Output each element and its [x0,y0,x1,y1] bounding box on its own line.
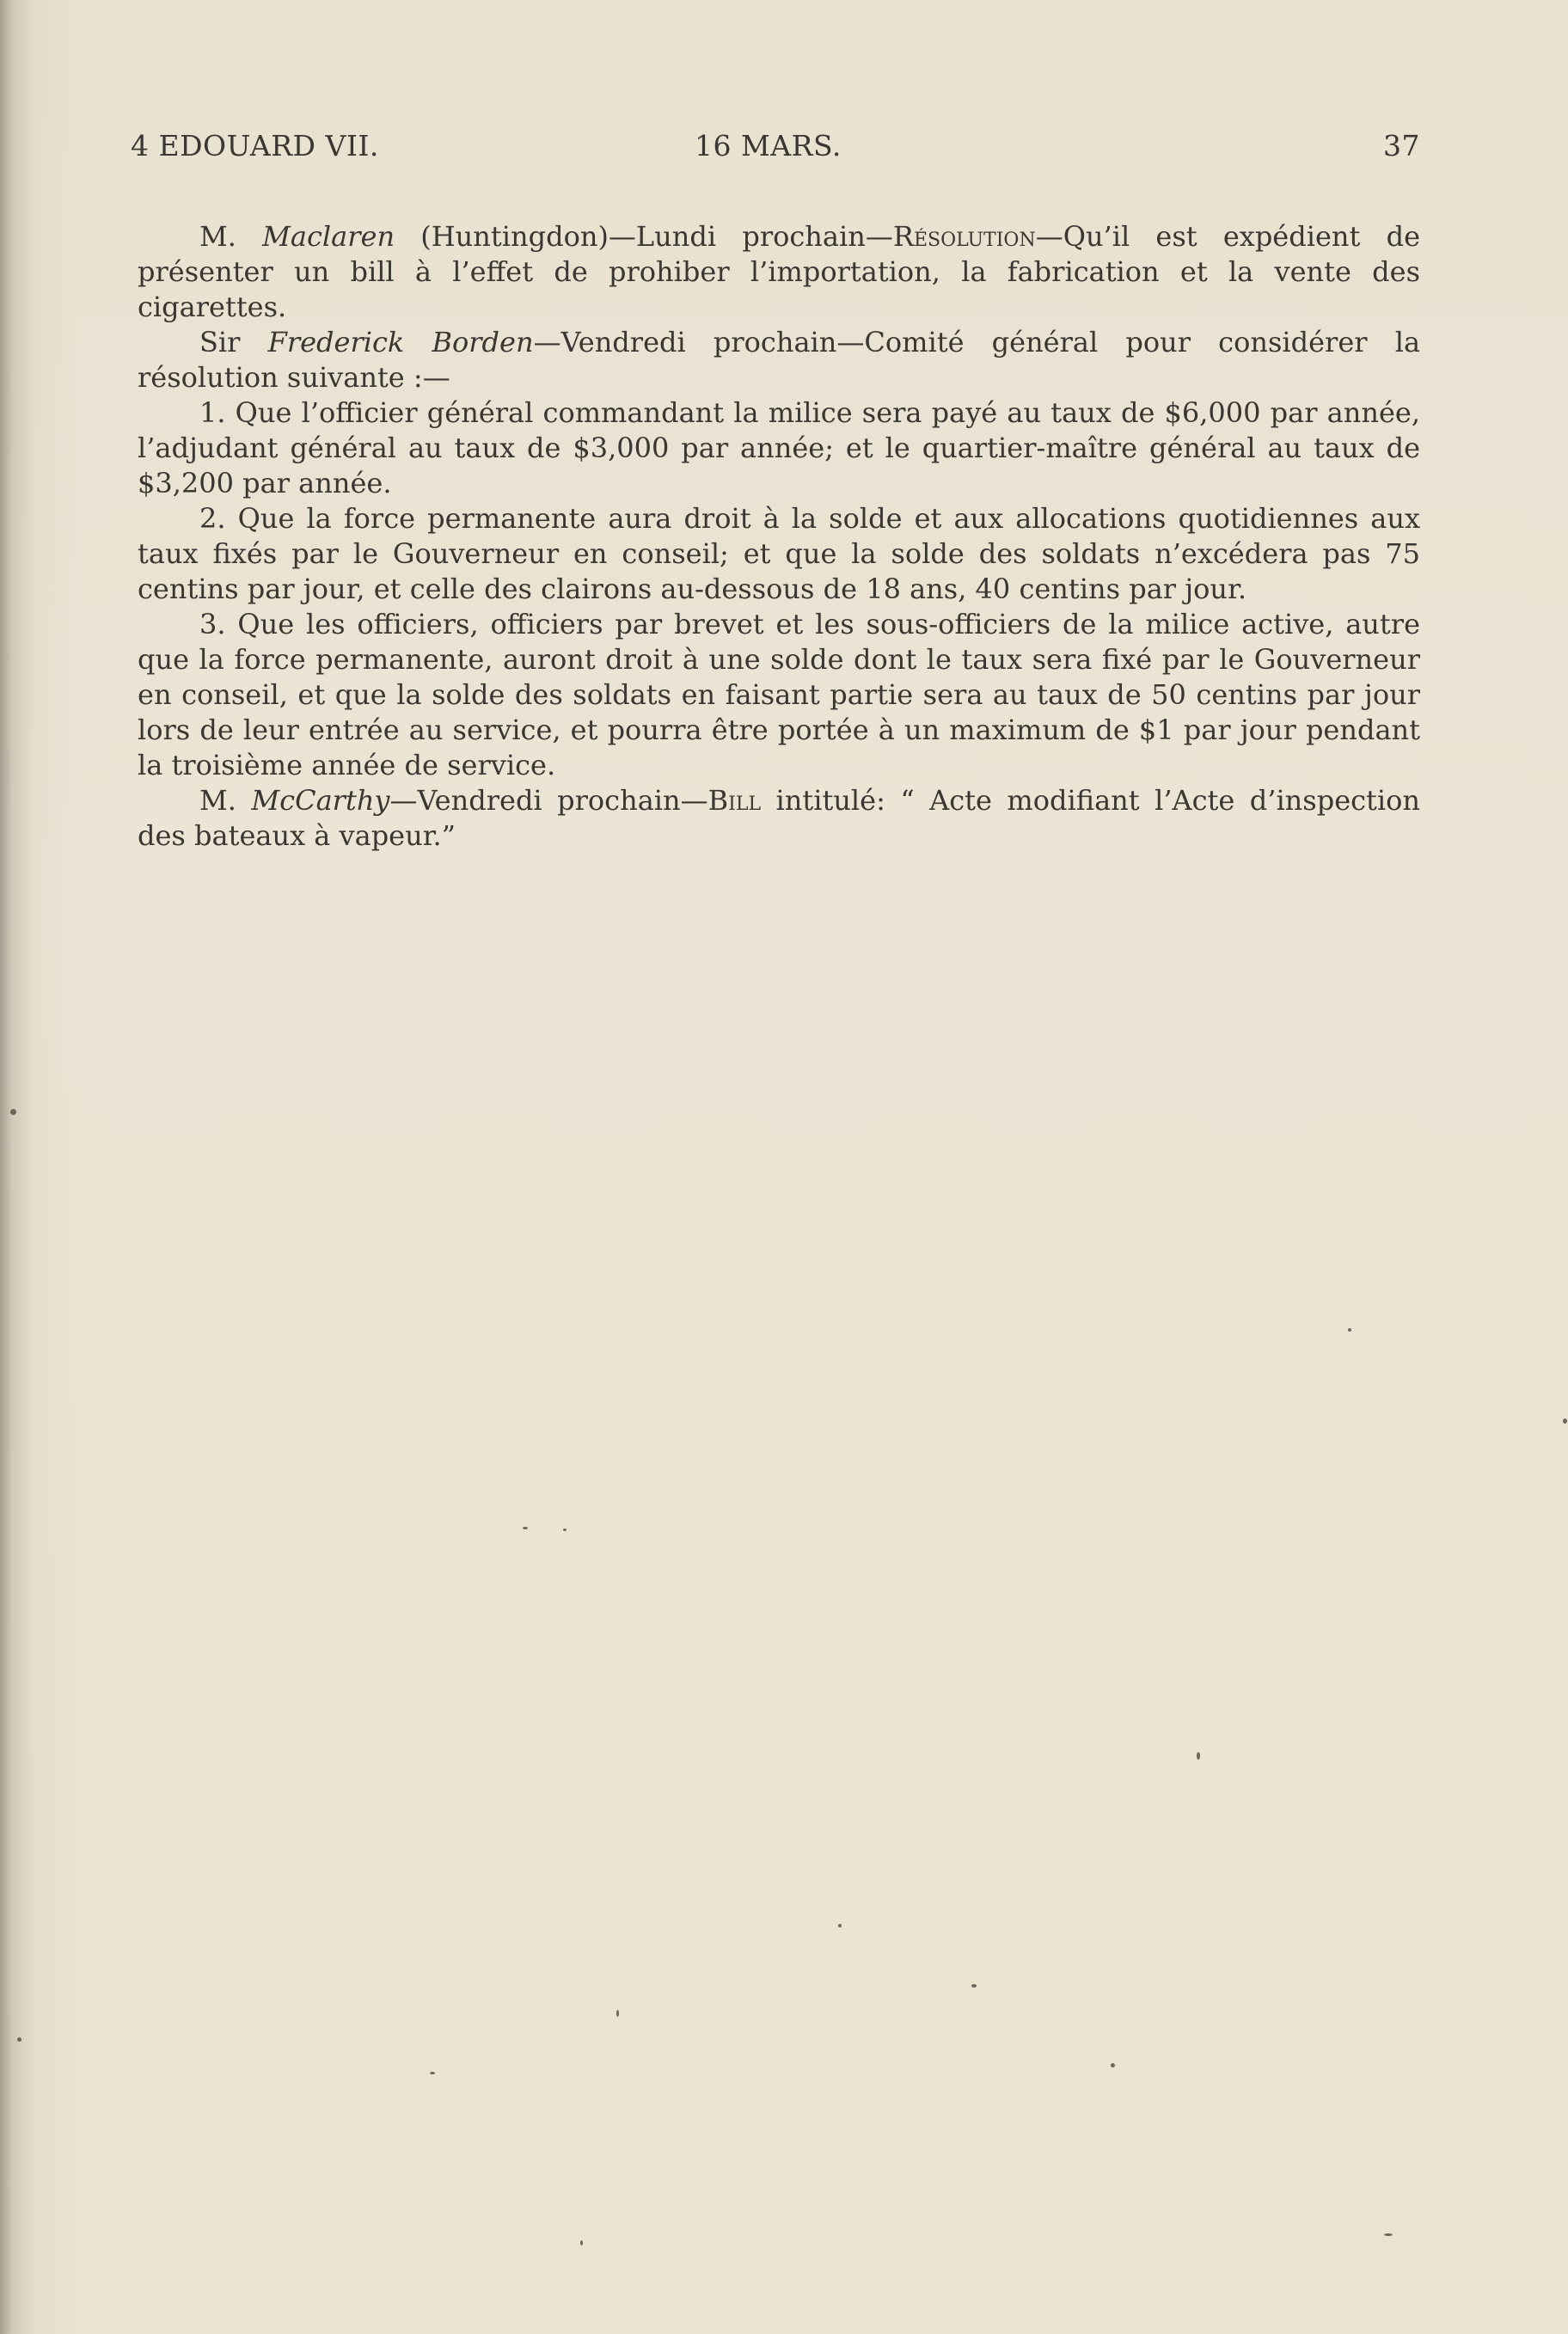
entry-text: intitulé: “ Acte modifiant l’Acte d’inspection des bateaux à vapeur.” [138,784,1421,852]
paper-speck [563,1528,567,1531]
journal-entries [138,219,1420,854]
paper-speck [838,1924,842,1927]
paper-speck [1111,2063,1115,2068]
paper-speck [580,2240,583,2245]
paper-speck [17,2037,21,2042]
entry-text: —Vendredi prochain—Comité général pour considérer la résolution suivante :— [138,326,1421,394]
entry-text: (Huntingdon)—Lundi prochain— [395,220,893,253]
paper-speck [971,1984,977,1988]
paper-speck [10,1109,16,1115]
entry-keyword: Bill [707,784,762,817]
entry-text: —Qu’il est expédient de présenter un bill à l’effet de prohiber l’importation, la fabrication et la vente des cigarettes. [138,220,1421,323]
running-head [131,129,1420,172]
entry-keyword: Résolution [892,220,1036,253]
resolution-item: 3. Que les officiers, officiers par brevet et les sous-officiers de la milice active, autre que la force permanente, auront droit à une solde dont le taux sera fixé par le Gouverneur en conseil, et que la solde des soldats en faisant partie sera au taux de 50 centins par jour lors de leur entrée au service, et pourra être portée à un maximum de $1 par jour pendant la troisième année de service. [138,608,1420,781]
paper-speck [1563,1418,1567,1424]
paper-speck [1348,1328,1351,1332]
regnal-year: 4 EDOUARD VII. [131,129,379,162]
paper-speck [430,2072,435,2074]
paper-speck [523,1527,528,1529]
entry-borden [138,325,1420,395]
page-date: 16 MARS. [695,129,842,162]
page-number: 37 [1383,129,1420,162]
speaker-name: McCarthy [251,784,390,817]
resolution-item: 2. Que la force permanente aura droit à la solde et aux allocations quotidiennes aux taux fixés par le Gouverneur en conseil; et que la solde des soldats n’excédera pas 75 centins par jour, et celle des clairons au-dessous de 18 ans, 40 centins par jour. [138,502,1420,605]
entry-maclaren [138,219,1420,325]
speaker-title: Sir [199,326,241,358]
entry-text: —Vendredi prochain— [389,784,708,817]
paper-speck [1384,2233,1393,2236]
resolution-item: 1. Que l’officier général commandant la milice sera payé au taux de $6,000 par année, l’adjudant général au taux de $3,000 par année; et le quartier-maître général au taux de $3,200 par année. [138,396,1420,499]
speaker-title: M. [199,784,236,817]
entry-mccarthy [138,783,1420,854]
paper-speck [1197,1752,1200,1760]
speaker-title: M. [199,220,236,253]
paper-speck [616,2010,619,2017]
speaker-name: Maclaren [262,220,395,253]
speaker-name: Frederick Borden [267,326,534,358]
